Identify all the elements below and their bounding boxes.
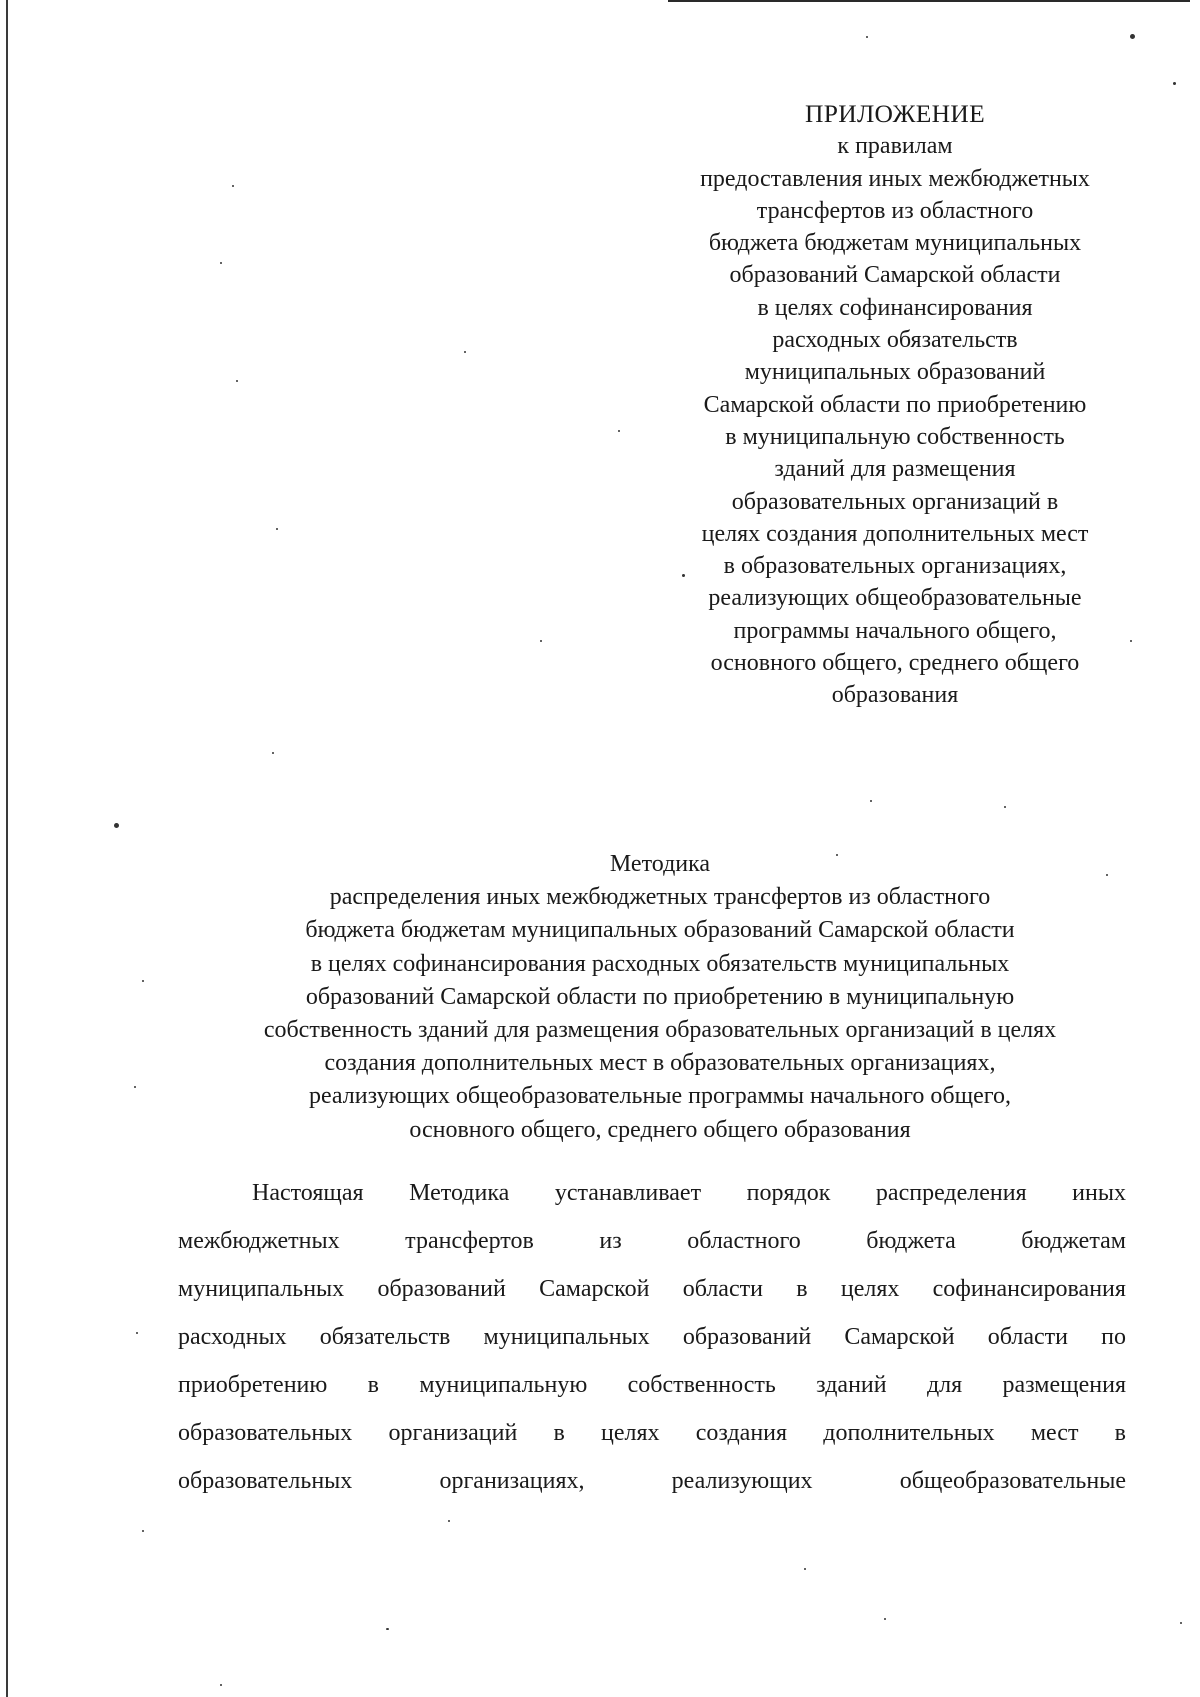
appendix-line: предоставления иных межбюджетных bbox=[700, 165, 1090, 192]
scan-speck bbox=[1130, 640, 1132, 642]
methodology-title: Методика bbox=[609, 851, 711, 877]
scan-speck bbox=[236, 380, 238, 382]
body-word: для bbox=[926, 1372, 963, 1398]
body-line bbox=[178, 1169, 1126, 1217]
body-word: образовательных bbox=[178, 1468, 353, 1494]
body-word: области bbox=[682, 1276, 763, 1302]
scan-speck bbox=[232, 185, 234, 187]
appendix-line: зданий для размещения bbox=[774, 456, 1016, 483]
scan-speck bbox=[618, 430, 620, 432]
scan-speck bbox=[272, 752, 274, 754]
body-word: целях bbox=[840, 1276, 900, 1302]
scan-speck bbox=[870, 800, 872, 802]
methodology-title-block bbox=[160, 848, 1160, 1147]
appendix-line: реализующих общеобразовательные bbox=[708, 585, 1082, 612]
methodology-line: создания дополнительных мест в образовательных организациях, bbox=[324, 1050, 996, 1077]
body-line bbox=[178, 1361, 1126, 1409]
appendix-line: к правилам bbox=[837, 133, 953, 160]
body-line bbox=[178, 1217, 1126, 1265]
body-word: межбюджетных bbox=[178, 1228, 340, 1254]
scan-speck bbox=[142, 1530, 144, 1532]
methodology-line: основного общего, среднего общего образования bbox=[409, 1116, 911, 1143]
body-word: из bbox=[599, 1228, 622, 1254]
body-word: по bbox=[1101, 1324, 1126, 1350]
body-word: собственность bbox=[627, 1372, 776, 1398]
scan-speck bbox=[804, 1568, 806, 1570]
body-line bbox=[178, 1457, 1126, 1505]
methodology-line: бюджета бюджетам муниципальных образований Самарской области bbox=[305, 917, 1015, 944]
scan-speck bbox=[276, 528, 278, 530]
body-word: расходных bbox=[178, 1324, 287, 1350]
scan-speck bbox=[1180, 1622, 1182, 1624]
body-word: в bbox=[367, 1372, 379, 1398]
appendix-line: программы начального общего, bbox=[733, 617, 1057, 644]
scan-speck bbox=[464, 351, 466, 353]
body-word: бюджета bbox=[866, 1228, 956, 1254]
scan-speck bbox=[220, 262, 222, 264]
body-line bbox=[178, 1313, 1126, 1361]
body-word: муниципальных bbox=[178, 1276, 345, 1302]
scan-speck bbox=[540, 640, 542, 642]
scan-top-edge bbox=[668, 0, 1190, 2]
body-word: области bbox=[987, 1324, 1068, 1350]
body-word: софинансирования bbox=[932, 1276, 1126, 1302]
methodology-line: образований Самарской области по приобретению в муниципальную bbox=[305, 983, 1015, 1010]
body-word: устанавливает bbox=[554, 1180, 702, 1206]
methodology-line: реализующих общеобразовательные программы начального общего, bbox=[308, 1083, 1012, 1110]
body-word: в bbox=[553, 1420, 565, 1446]
scan-speck bbox=[134, 1086, 136, 1088]
body-word: организаций bbox=[388, 1420, 518, 1446]
body-word: организациях, bbox=[439, 1468, 585, 1494]
scan-speck bbox=[884, 1618, 886, 1620]
body-line bbox=[178, 1265, 1126, 1313]
appendix-line: образований Самарской области bbox=[729, 262, 1061, 289]
body-word: целях bbox=[601, 1420, 660, 1446]
scan-speck bbox=[136, 1332, 138, 1334]
scan-speck bbox=[142, 980, 144, 982]
body-word: общеобразовательные bbox=[899, 1468, 1126, 1494]
body-word: бюджетам bbox=[1021, 1228, 1126, 1254]
body-word: областного bbox=[687, 1228, 801, 1254]
body-word: образовательных bbox=[178, 1420, 353, 1446]
methodology-line: распределения иных межбюджетных трансфертов из областного bbox=[329, 884, 991, 911]
body-word: образований bbox=[682, 1324, 812, 1350]
body-word: Настоящая bbox=[252, 1180, 364, 1206]
body-word: зданий bbox=[816, 1372, 887, 1398]
body-word: образований bbox=[377, 1276, 506, 1302]
body-word: Самарской bbox=[539, 1276, 650, 1302]
scan-speck bbox=[1004, 806, 1006, 808]
body-paragraph bbox=[178, 1169, 1126, 1505]
appendix-line: образовательных организаций в bbox=[731, 488, 1059, 515]
scan-speck bbox=[1130, 34, 1135, 39]
appendix-block bbox=[660, 98, 1130, 712]
appendix-line: расходных обязательств bbox=[772, 327, 1018, 354]
body-word: обязательств bbox=[319, 1324, 451, 1350]
body-word: реализующих bbox=[671, 1468, 813, 1494]
methodology-line: в целях софинансирования расходных обязательств муниципальных bbox=[310, 950, 1010, 977]
scan-speck bbox=[866, 36, 868, 38]
scan-speck bbox=[448, 1520, 450, 1522]
appendix-line: основного общего, среднего общего bbox=[710, 650, 1080, 677]
scan-speck bbox=[114, 823, 119, 828]
body-word: трансфертов bbox=[405, 1228, 534, 1254]
body-word: Самарской bbox=[844, 1324, 955, 1350]
body-word: в bbox=[1114, 1420, 1126, 1446]
scan-speck bbox=[386, 1628, 389, 1630]
scan-speck bbox=[220, 1684, 222, 1686]
body-word: муниципальную bbox=[419, 1372, 588, 1398]
scan-left-edge bbox=[6, 0, 8, 1697]
appendix-line: в целях софинансирования bbox=[757, 294, 1033, 321]
appendix-line: Самарской области по приобретению bbox=[703, 391, 1087, 418]
appendix-line: в образовательных организациях, bbox=[723, 553, 1067, 580]
body-word: размещения bbox=[1002, 1372, 1126, 1398]
body-word: порядок bbox=[746, 1180, 831, 1206]
appendix-line: в муниципальную собственность bbox=[725, 423, 1065, 450]
appendix-line: бюджета бюджетам муниципальных bbox=[708, 230, 1082, 257]
body-word: дополнительных bbox=[823, 1420, 995, 1446]
body-word: в bbox=[796, 1276, 808, 1302]
appendix-line: муниципальных образований bbox=[744, 359, 1046, 386]
body-word: Методика bbox=[409, 1180, 510, 1206]
appendix-line: образования bbox=[831, 682, 959, 709]
appendix-heading: ПРИЛОЖЕНИЕ bbox=[805, 99, 985, 128]
body-word: распределения bbox=[875, 1180, 1027, 1206]
appendix-line: трансфертов из областного bbox=[756, 197, 1034, 224]
body-word: мест bbox=[1030, 1420, 1079, 1446]
body-line bbox=[178, 1409, 1126, 1457]
methodology-line: собственность зданий для размещения образовательных организаций в целях bbox=[263, 1017, 1057, 1044]
appendix-line: целях создания дополнительных мест bbox=[701, 520, 1089, 547]
body-word: иных bbox=[1072, 1180, 1126, 1206]
body-word: муниципальных bbox=[483, 1324, 650, 1350]
scan-speck bbox=[1173, 82, 1176, 85]
body-word: приобретению bbox=[178, 1372, 328, 1398]
body-word: создания bbox=[695, 1420, 788, 1446]
